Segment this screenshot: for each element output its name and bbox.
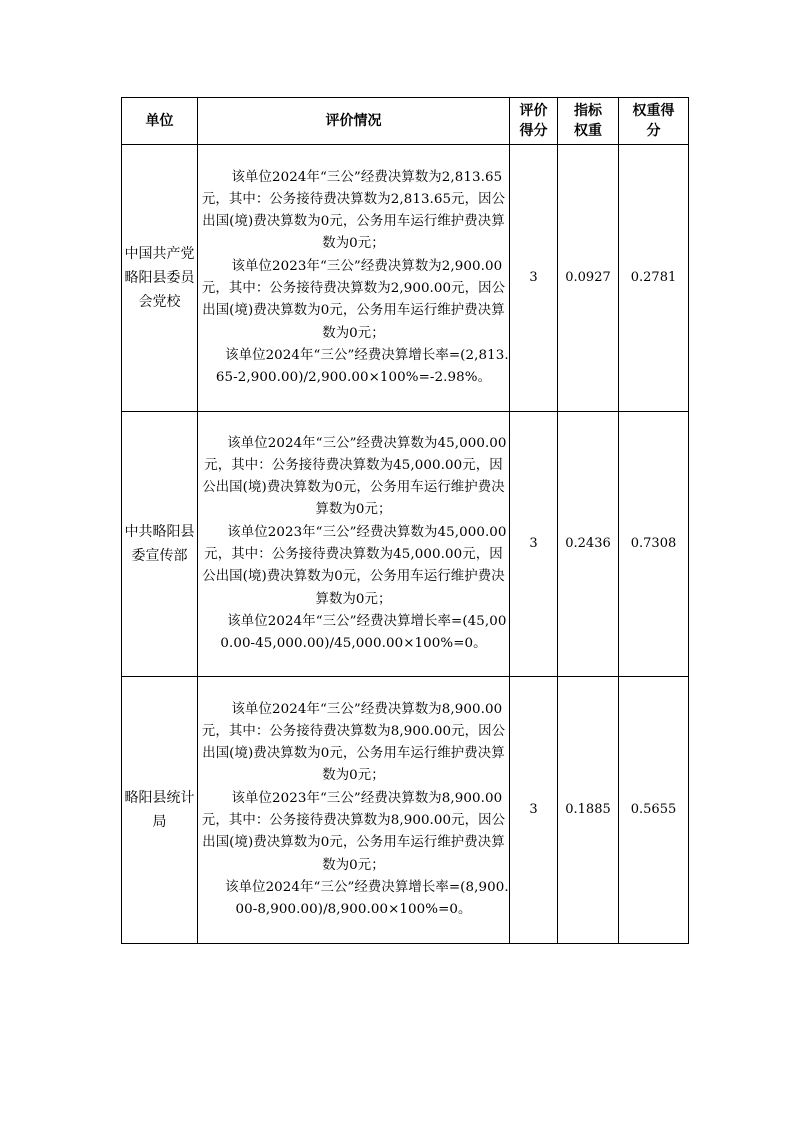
header-desc: 评价情况 (198, 98, 510, 145)
description-cell (198, 412, 510, 677)
description-paragraph: 该单位2023年“三公”经费决算数为8,900.00元，其中：公务接待费决算数为8,900.00元，因公出国(境)费决算数为0元，公务用车运行维护费决算数为0元； (201, 790, 506, 873)
table-row (122, 677, 689, 944)
score-cell: 3 (510, 677, 558, 944)
evaluation-table (121, 97, 689, 944)
description-paragraph: 该单位2024年“三公”经费决算数为45,000.00元，其中：公务接待费决算数为45,000.00元，因公出国(境)费决算数为0元，公务用车运行维护费决算数为0元； (202, 435, 507, 518)
table-row (122, 412, 689, 677)
description-paragraph: 该单位2024年“三公”经费决算增长率=(8,900.00-8,900.00)/8,900.00×100%=0。 (225, 879, 509, 918)
weight-cell: 0.2436 (558, 412, 619, 677)
description-paragraph: 该单位2024年“三公”经费决算数为8,900.00元，其中：公务接待费决算数为8,900.00元，因公出国(境)费决算数为0元，公务用车运行维护费决算数为0元； (201, 701, 506, 784)
weight-cell: 0.0927 (558, 145, 619, 412)
unit-cell: 中共略阳县委宣传部 (122, 412, 198, 677)
header-unit: 单位 (122, 98, 198, 145)
description-paragraph: 该单位2024年“三公”经费决算增长率=(45,000.00-45,000.00)/45,000.00×100%=0。 (220, 613, 507, 652)
weighted-score-cell: 0.5655 (619, 677, 689, 944)
score-cell: 3 (510, 412, 558, 677)
header-score: 评价得分 (510, 98, 558, 145)
score-cell: 3 (510, 145, 558, 412)
description-paragraph: 该单位2023年“三公”经费决算数为2,900.00元，其中：公务接待费决算数为2,900.00元，因公出国(境)费决算数为0元，公务用车运行维护费决算数为0元； (201, 258, 506, 341)
weighted-score-cell: 0.7308 (619, 412, 689, 677)
description-cell (198, 677, 510, 944)
description-paragraph: 该单位2023年“三公”经费决算数为45,000.00元，其中：公务接待费决算数为45,000.00元，因公出国(境)费决算数为0元，公务用车运行维护费决算数为0元； (202, 524, 507, 607)
weighted-score-cell: 0.2781 (619, 145, 689, 412)
header-weight: 指标权重 (558, 98, 619, 145)
header-row (122, 98, 689, 145)
weight-cell: 0.1885 (558, 677, 619, 944)
header-weighted-score: 权重得分 (619, 98, 689, 145)
unit-cell: 中国共产党略阳县委员会党校 (122, 145, 198, 412)
description-paragraph: 该单位2024年“三公”经费决算数为2,813.65元，其中：公务接待费决算数为2,813.65元，因公出国(境)费决算数为0元，公务用车运行维护费决算数为0元； (201, 169, 506, 252)
table-row (122, 145, 689, 412)
description-cell (198, 145, 510, 412)
unit-cell: 略阳县统计局 (122, 677, 198, 944)
description-paragraph: 该单位2024年“三公”经费决算增长率=(2,813.65-2,900.00)/2,900.00×100%=-2.98%。 (215, 347, 509, 386)
